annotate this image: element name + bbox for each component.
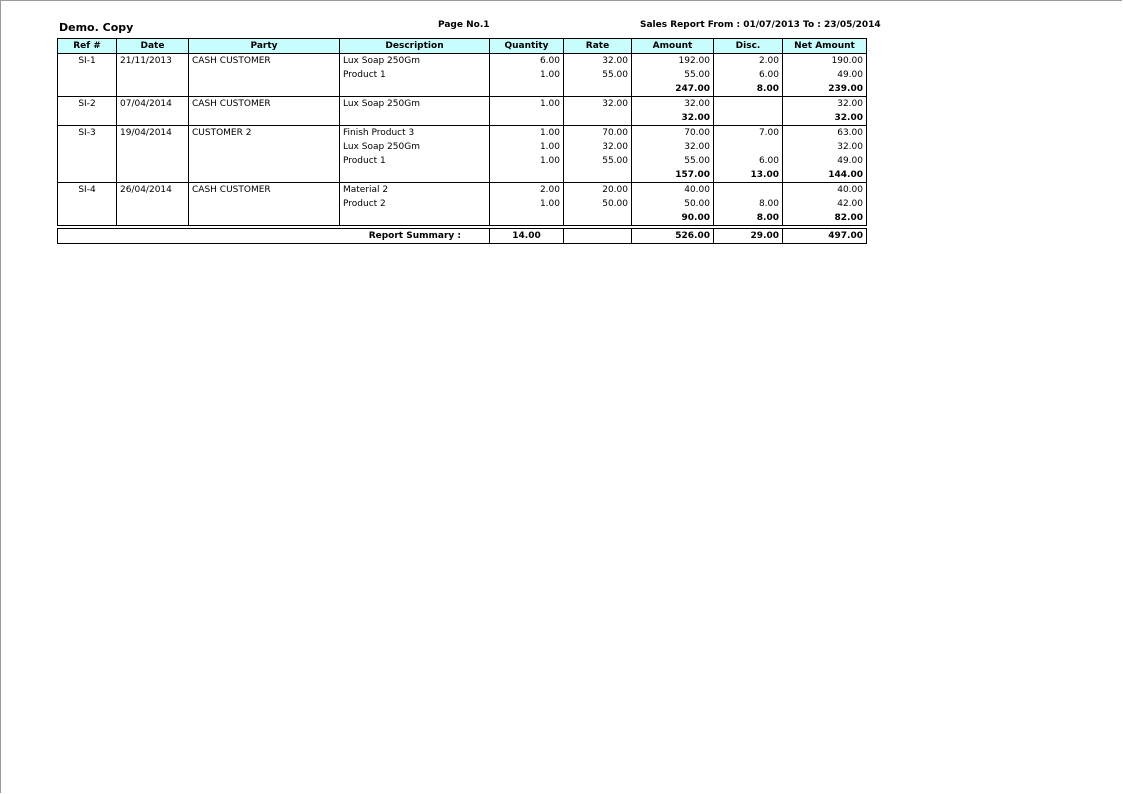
date-cell: [117, 211, 189, 226]
report-period: Sales Report From : 01/07/2013 To : 23/05/2014: [640, 20, 881, 30]
party-cell: CASH CUSTOMER: [189, 54, 340, 69]
rate-cell: 32.00: [564, 140, 632, 154]
disc-cell: [714, 140, 783, 154]
table-row: [58, 68, 867, 82]
subtotal-net-amount: 82.00: [783, 211, 867, 226]
subtotal-disc: 8.00: [714, 211, 783, 226]
rate-cell: [564, 211, 632, 226]
description-cell: [340, 82, 490, 97]
ref-cell: [58, 111, 117, 126]
net-amount-cell: 49.00: [783, 154, 867, 168]
quantity-cell: [490, 168, 564, 183]
description-cell: Lux Soap 250Gm: [340, 140, 490, 154]
table-row: [58, 140, 867, 154]
ref-cell: SI-1: [58, 54, 117, 69]
net-amount-cell: 32.00: [783, 97, 867, 112]
quantity-cell: 2.00: [490, 183, 564, 198]
rate-cell: 55.00: [564, 68, 632, 82]
quantity-cell: 6.00: [490, 54, 564, 69]
disc-cell: [714, 183, 783, 198]
column-header-amount: Amount: [632, 39, 714, 54]
ref-cell: [58, 82, 117, 97]
rate-cell: [564, 82, 632, 97]
amount-cell: 55.00: [632, 154, 714, 168]
party-cell: [189, 140, 340, 154]
rate-cell: 32.00: [564, 54, 632, 69]
net-amount-cell: 63.00: [783, 126, 867, 141]
quantity-cell: 1.00: [490, 154, 564, 168]
amount-cell: 70.00: [632, 126, 714, 141]
description-cell: Product 1: [340, 68, 490, 82]
subtotal-net-amount: 32.00: [783, 111, 867, 126]
column-header-party: Party: [189, 39, 340, 54]
disc-cell: 7.00: [714, 126, 783, 141]
date-cell: [117, 111, 189, 126]
net-amount-cell: 40.00: [783, 183, 867, 198]
table-header: [58, 39, 867, 54]
date-cell: 07/04/2014: [117, 97, 189, 112]
amount-cell: 32.00: [632, 97, 714, 112]
description-cell: [340, 111, 490, 126]
description-cell: [340, 211, 490, 226]
description-cell: Product 1: [340, 154, 490, 168]
party-cell: CASH CUSTOMER: [189, 183, 340, 198]
subtotal-row: [58, 168, 867, 183]
subtotal-disc: 8.00: [714, 82, 783, 97]
rate-cell: 20.00: [564, 183, 632, 198]
subtotal-amount: 90.00: [632, 211, 714, 226]
rate-cell: 32.00: [564, 97, 632, 112]
summary-label: Report Summary :: [58, 229, 490, 244]
quantity-cell: 1.00: [490, 140, 564, 154]
quantity-cell: 1.00: [490, 68, 564, 82]
column-header-date: Date: [117, 39, 189, 54]
summary-quantity: 14.00: [490, 229, 564, 244]
rate-cell: [564, 111, 632, 126]
disc-cell: [714, 97, 783, 112]
ref-cell: [58, 211, 117, 226]
quantity-cell: 1.00: [490, 197, 564, 211]
subtotal-row: [58, 82, 867, 97]
date-cell: 26/04/2014: [117, 183, 189, 198]
net-amount-cell: 32.00: [783, 140, 867, 154]
ref-cell: [58, 154, 117, 168]
table-row: [58, 183, 867, 198]
ref-cell: [58, 140, 117, 154]
table-row: [58, 154, 867, 168]
net-amount-cell: 42.00: [783, 197, 867, 211]
table-row: [58, 54, 867, 69]
quantity-cell: 1.00: [490, 97, 564, 112]
disc-cell: 2.00: [714, 54, 783, 69]
description-cell: Finish Product 3: [340, 126, 490, 141]
date-cell: 19/04/2014: [117, 126, 189, 141]
disc-cell: 6.00: [714, 68, 783, 82]
date-cell: [117, 168, 189, 183]
column-header-ref: Ref #: [58, 39, 117, 54]
page-number: Page No.1: [438, 20, 490, 30]
amount-cell: 50.00: [632, 197, 714, 211]
subtotal-amount: 247.00: [632, 82, 714, 97]
company-name: Demo. Copy: [59, 21, 134, 34]
party-cell: [189, 82, 340, 97]
description-cell: Lux Soap 250Gm: [340, 54, 490, 69]
amount-cell: 40.00: [632, 183, 714, 198]
summary-amount: 526.00: [632, 229, 714, 244]
description-cell: Lux Soap 250Gm: [340, 97, 490, 112]
table-row: [58, 126, 867, 141]
summary-net-amount: 497.00: [783, 229, 867, 244]
amount-cell: 32.00: [632, 140, 714, 154]
rate-cell: 70.00: [564, 126, 632, 141]
date-cell: [117, 140, 189, 154]
subtotal-net-amount: 144.00: [783, 168, 867, 183]
quantity-cell: [490, 82, 564, 97]
ref-cell: [58, 197, 117, 211]
ref-cell: SI-4: [58, 183, 117, 198]
summary-disc: 29.00: [714, 229, 783, 244]
ref-cell: [58, 168, 117, 183]
column-header-quantity: Quantity: [490, 39, 564, 54]
rate-cell: [564, 168, 632, 183]
column-header-rate: Rate: [564, 39, 632, 54]
subtotal-row: [58, 111, 867, 126]
party-cell: [189, 111, 340, 126]
disc-cell: 6.00: [714, 154, 783, 168]
date-cell: [117, 197, 189, 211]
date-cell: 21/11/2013: [117, 54, 189, 69]
net-amount-cell: 49.00: [783, 68, 867, 82]
report-summary-row: [58, 229, 867, 244]
party-cell: [189, 211, 340, 226]
table-row: [58, 197, 867, 211]
column-header-description: Description: [340, 39, 490, 54]
amount-cell: 55.00: [632, 68, 714, 82]
quantity-cell: 1.00: [490, 126, 564, 141]
ref-cell: [58, 68, 117, 82]
party-cell: [189, 197, 340, 211]
party-cell: [189, 68, 340, 82]
ref-cell: SI-2: [58, 97, 117, 112]
ref-cell: SI-3: [58, 126, 117, 141]
party-cell: [189, 154, 340, 168]
description-cell: Product 2: [340, 197, 490, 211]
description-cell: Material 2: [340, 183, 490, 198]
date-cell: [117, 82, 189, 97]
amount-cell: 192.00: [632, 54, 714, 69]
column-header-disc: Disc.: [714, 39, 783, 54]
column-header-net-amount: Net Amount: [783, 39, 867, 54]
subtotal-amount: 157.00: [632, 168, 714, 183]
date-cell: [117, 154, 189, 168]
rate-cell: 55.00: [564, 154, 632, 168]
description-cell: [340, 168, 490, 183]
party-cell: CUSTOMER 2: [189, 126, 340, 141]
subtotal-net-amount: 239.00: [783, 82, 867, 97]
quantity-cell: [490, 211, 564, 226]
party-cell: CASH CUSTOMER: [189, 97, 340, 112]
party-cell: [189, 168, 340, 183]
sales-report-table: [57, 38, 867, 244]
disc-cell: 8.00: [714, 197, 783, 211]
subtotal-amount: 32.00: [632, 111, 714, 126]
subtotal-row: [58, 211, 867, 226]
net-amount-cell: 190.00: [783, 54, 867, 69]
subtotal-disc: 13.00: [714, 168, 783, 183]
subtotal-disc: [714, 111, 783, 126]
date-cell: [117, 68, 189, 82]
table-row: [58, 97, 867, 112]
quantity-cell: [490, 111, 564, 126]
summary-rate: [564, 229, 632, 244]
rate-cell: 50.00: [564, 197, 632, 211]
